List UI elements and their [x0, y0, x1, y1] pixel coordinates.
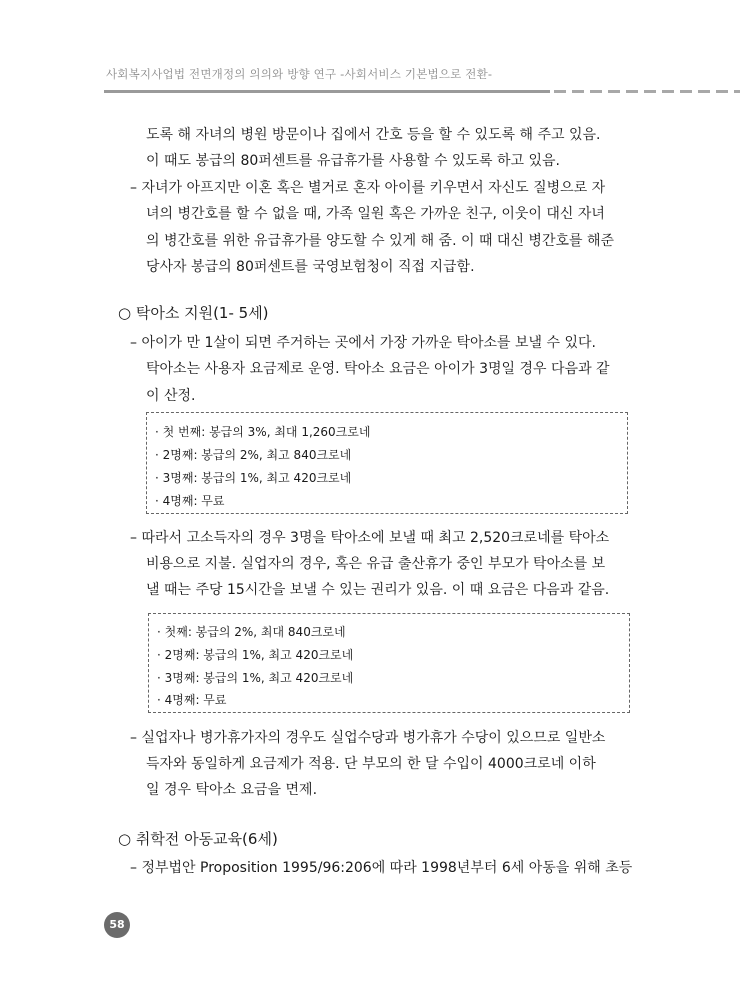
body-line: 일 경우 탁아소 요금을 면제.: [146, 782, 318, 798]
body-line: 이 때도 봉급의 80퍼센트를 유급휴가를 사용할 수 있도록 하고 있음.: [146, 153, 560, 169]
bullet-line: – 따라서 고소득자의 경우 3명을 탁아소에 보낼 때 최고 2,520크로네를 탁아소: [130, 530, 610, 546]
bullet-line: – 자녀가 아프지만 이혼 혹은 별거로 혼자 아이를 키우면서 자신도 질병으로 자: [130, 180, 606, 196]
fee-item: · 3명째: 봉급의 1%, 최고 420크로네: [155, 471, 352, 485]
body-line: 도록 해 자녀의 병원 방문이나 집에서 간호 등을 할 수 있도록 해 주고 있음.: [146, 127, 601, 143]
fee-item: · 2명째: 봉급의 1%, 최고 420크로네: [157, 648, 354, 662]
section-heading-preschool: ○ 취학전 아동교육(6세): [118, 830, 278, 848]
body-line: 비용으로 지불. 실업자의 경우, 혹은 유급 출산휴가 중인 부모가 탁아소를 보: [146, 556, 606, 572]
bullet-line: – 아이가 만 1살이 되면 주거하는 곳에서 가장 가까운 탁아소를 보낼 수 있다.: [130, 335, 596, 351]
fee-item: · 4명째: 무료: [155, 494, 225, 508]
bullet-line: – 실업자나 병가휴가자의 경우도 실업수당과 병가휴가 수당이 있으므로 일반소: [130, 730, 606, 746]
header-rule: [104, 90, 550, 93]
fee-item: · 2명째: 봉급의 2%, 최고 840크로네: [155, 448, 352, 462]
bullet-line: – 정부법안 Proposition 1995/96:206에 따라 1998년부터 6세 아동을 위해 초등: [130, 860, 633, 876]
body-line: 탁아소는 사용자 요금제로 운영. 탁아소 요금은 아이가 3명일 경우 다음과 같: [146, 361, 610, 377]
running-header: 사회복지사업법 전면개정의 의의와 방향 연구 -사회서비스 기본법으로 전환-: [106, 67, 493, 81]
body-line: 이 산정.: [146, 388, 196, 404]
fee-item: · 첫 번째: 봉급의 3%, 최대 1,260크로네: [155, 425, 371, 439]
body-line: 녀의 병간호를 할 수 없을 때, 가족 일원 혹은 가까운 친구, 이웃이 대신 자녀: [146, 206, 605, 222]
body-line: 당사자 봉급의 80퍼센트를 국영보험청이 직접 지급함.: [146, 259, 475, 275]
body-line: 득자와 동일하게 요금제가 적용. 단 부모의 한 달 수입이 4000크로네 이하: [146, 756, 596, 772]
fee-box-2: [148, 613, 630, 713]
fee-box-1: [146, 412, 628, 514]
fee-item: · 첫째: 봉급의 2%, 최대 840크로네: [157, 625, 346, 639]
fee-item: · 4명째: 무료: [157, 693, 227, 707]
header-dashed-rule: [554, 90, 740, 93]
fee-item: · 3명째: 봉급의 1%, 최고 420크로네: [157, 671, 354, 685]
page-number: 58: [104, 912, 130, 938]
section-heading-childcare: ○ 탁아소 지원(1- 5세): [118, 304, 269, 322]
body-line: 의 병간호를 위한 유급휴가를 양도할 수 있게 해 줌. 이 때 대신 병간호를 해준: [146, 233, 615, 249]
body-line: 낼 때는 주당 15시간을 보낼 수 있는 권리가 있음. 이 때 요금은 다음과 같음.: [146, 582, 610, 598]
